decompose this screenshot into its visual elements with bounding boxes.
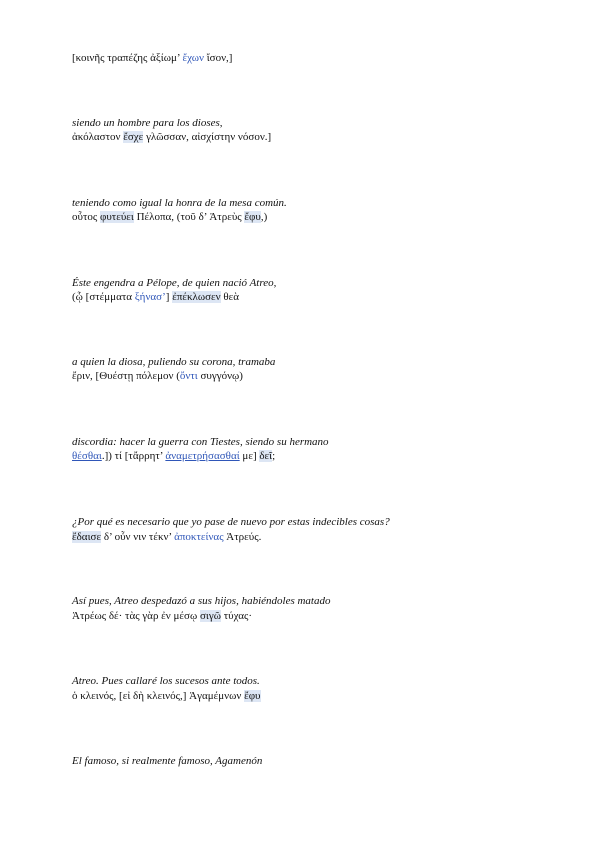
spanish-line-4: Éste engendra a Pélope, de quien nació Atreo, [72, 277, 277, 289]
linked-word[interactable]: ξήνασ’ [134, 291, 166, 303]
greek-line-2 [72, 130, 271, 144]
greek-text-segment: Πέλοπα, (τοῦ δ’ Ἀτρεὺς [133, 211, 245, 223]
greek-text-segment: ,) [260, 211, 268, 223]
spanish-line-9: Atreo. Pues callaré los sucesos ante todos. [72, 675, 260, 687]
highlighted-verb: ἔφυ [244, 211, 261, 223]
highlighted-verb: ἔδαισε [72, 531, 102, 543]
linked-word[interactable]: θέσθαι [72, 450, 102, 462]
greek-text-segment: δ’ οὖν νιν τέκν’ [101, 531, 175, 543]
greek-text-segment: ἴσον,] [203, 52, 233, 64]
greek-line-1 [72, 51, 232, 65]
linked-word[interactable]: ἀποκτείνας [174, 531, 224, 543]
linked-word[interactable]: ἀναμετρήσασθαί [165, 450, 240, 462]
greek-line-4 [72, 290, 239, 304]
spanish-line-5: a quien la diosa, puliendo su corona, tramaba [72, 356, 276, 368]
greek-text-segment: ὁ κλεινός, [εἰ δὴ κλεινός,] Ἀγαμέμνων [72, 690, 245, 702]
greek-text-segment: Ἀτρέως δέ· τὰς γὰρ ἐν μέσῳ [72, 610, 200, 622]
greek-line-6 [72, 449, 275, 463]
highlighted-verb: φυτεύει [99, 211, 134, 223]
greek-text-segment: Ἀτρεύς. [223, 531, 262, 543]
greek-text-segment: ; [272, 450, 276, 462]
greek-text-segment: γλῶσσαν, αἰσχίστην νόσον.] [143, 131, 272, 143]
greek-text-segment: ἔριν, [Θυέστῃ πόλεμον ( [72, 370, 180, 382]
greek-line-7 [72, 530, 261, 544]
spanish-line-8: Así pues, Atreo despedazó a sus hijos, habiéndoles matado [72, 595, 331, 607]
greek-text-segment: ] [165, 291, 173, 303]
linked-word[interactable]: ὄντι [179, 370, 198, 382]
greek-line-3 [72, 210, 267, 224]
greek-text-segment: .]) τί [τἄρρητ’ [101, 450, 166, 462]
greek-text-segment: (ᾧ [στέμματα [72, 291, 135, 303]
greek-text-segment: ἀκόλαστον [72, 131, 124, 143]
greek-text-segment: τύχας· [220, 610, 253, 622]
spanish-line-3: teniendo como igual la honra de la mesa común. [72, 197, 287, 209]
greek-line-5 [72, 369, 243, 383]
spanish-line-7: ¿Por qué es necesario que yo pase de nuevo por estas indecibles cosas? [72, 516, 390, 528]
highlighted-verb: ἔφυ [244, 690, 261, 702]
highlighted-verb: σιγῶ [199, 610, 221, 622]
greek-text-segment: θεὰ [220, 291, 240, 303]
spanish-line-10: El famoso, si realmente famoso, Agamenón [72, 755, 263, 767]
greek-text-segment: [κοινῆς τραπέζης ἀξίωμ’ [72, 52, 183, 64]
greek-text-segment: οὗτος [72, 211, 100, 223]
greek-line-9 [72, 689, 261, 703]
greek-text-segment: συγγόνῳ) [197, 370, 243, 382]
greek-line-8 [72, 609, 252, 623]
spanish-line-6: discordia: hacer la guerra con Tiestes, siendo su hermano [72, 436, 329, 448]
highlighted-verb: ἔσχε [123, 131, 144, 143]
linked-word[interactable]: ἔχων [182, 52, 204, 64]
spanish-line-2: siendo un hombre para los dioses, [72, 117, 223, 129]
highlighted-verb: δεῖ [259, 450, 273, 462]
highlighted-verb: ἐπέκλωσεν [172, 291, 221, 303]
greek-text-segment: με] [239, 450, 260, 462]
